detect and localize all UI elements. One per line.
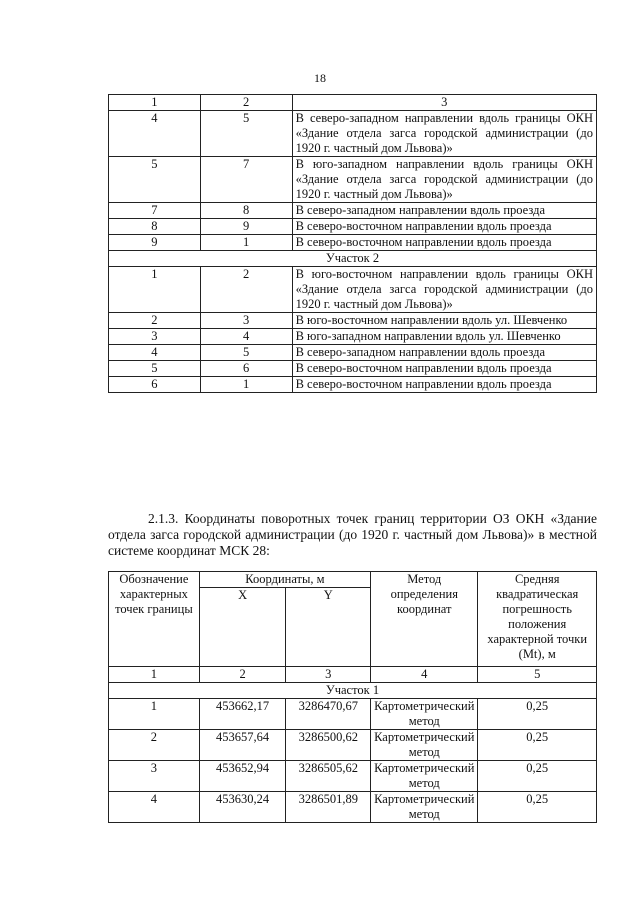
error-cell: 0,25 — [478, 792, 597, 823]
direction-cell: В юго-восточном направлении вдоль ул. Шевченко — [292, 313, 596, 329]
error-cell: 0,25 — [478, 699, 597, 730]
coordinates-table — [108, 571, 597, 823]
point-from-cell: 9 — [109, 235, 201, 251]
table-row — [109, 377, 597, 393]
error-cell: 0,25 — [478, 761, 597, 792]
error-cell: 0,25 — [478, 730, 597, 761]
method-cell: Картометрический метод — [371, 699, 478, 730]
point-from-cell: 3 — [109, 329, 201, 345]
point-from-cell: 5 — [109, 157, 201, 203]
table-row — [109, 111, 597, 157]
direction-cell: В северо-западном направлении вдоль проезда — [292, 203, 596, 219]
header-x: X — [199, 588, 286, 667]
table-row — [109, 329, 597, 345]
point-from-cell: 4 — [109, 111, 201, 157]
boundary-description-table-body — [109, 95, 597, 393]
boundary-description-table — [108, 94, 597, 393]
point-to-cell: 7 — [200, 157, 292, 203]
section-label: Участок 2 — [109, 251, 597, 267]
column-number: 4 — [371, 667, 478, 683]
section-row — [109, 683, 597, 699]
point-to-cell: 4 — [200, 329, 292, 345]
y-cell: 3286501,89 — [286, 792, 371, 823]
direction-cell: В северо-западном направлении вдоль проезда — [292, 345, 596, 361]
table-row — [109, 235, 597, 251]
direction-cell: В юго-восточном направлении вдоль границы ОКН «Здание отдела загса городской администрации (до 1920 г. частный дом Львова)» — [292, 267, 596, 313]
direction-cell: В северо-восточном направлении вдоль проезда — [292, 361, 596, 377]
y-cell: 3286500,62 — [286, 730, 371, 761]
y-cell: 3286505,62 — [286, 761, 371, 792]
point-from-cell: 4 — [109, 345, 201, 361]
header-cell: 3 — [292, 95, 596, 111]
point-to-cell: 3 — [200, 313, 292, 329]
table-row — [109, 792, 597, 823]
method-cell: Картометрический метод — [371, 792, 478, 823]
table-row — [109, 203, 597, 219]
section-row — [109, 251, 597, 267]
point-to-cell: 6 — [200, 361, 292, 377]
header-method: Метод определения координат — [371, 572, 478, 667]
point-cell: 3 — [109, 761, 200, 792]
column-number: 1 — [109, 667, 200, 683]
direction-cell: В северо-западном направлении вдоль границы ОКН «Здание отдела загса городской администрации (до 1920 г. частный дом Львова)» — [292, 111, 596, 157]
header-y: Y — [286, 588, 371, 667]
header-point: Обозначение характерных точек границы — [109, 572, 200, 667]
point-cell: 1 — [109, 699, 200, 730]
table-row — [109, 361, 597, 377]
y-cell: 3286470,67 — [286, 699, 371, 730]
point-to-cell: 5 — [200, 345, 292, 361]
direction-cell: В юго-западном направлении вдоль ул. Шевченко — [292, 329, 596, 345]
point-cell: 4 — [109, 792, 200, 823]
section-paragraph: 2.1.3. Координаты поворотных точек границ территории ОЗ ОКН «Здание отдела загса городской администрации (до 1920 г. частный дом Львова)» в местной системе координат МСК 28: — [108, 511, 597, 558]
column-number: 5 — [478, 667, 597, 683]
x-cell: 453657,64 — [199, 730, 286, 761]
header-error: Средняя квадратическая погрешность положения характерной точки (Mt), м — [478, 572, 597, 667]
table-row — [109, 157, 597, 203]
point-from-cell: 6 — [109, 377, 201, 393]
direction-cell: В северо-восточном направлении вдоль проезда — [292, 219, 596, 235]
column-number: 3 — [286, 667, 371, 683]
x-cell: 453652,94 — [199, 761, 286, 792]
direction-cell: В северо-восточном направлении вдоль проезда — [292, 235, 596, 251]
x-cell: 453630,24 — [199, 792, 286, 823]
point-from-cell: 5 — [109, 361, 201, 377]
header-coordinates: Координаты, м — [199, 572, 370, 588]
point-to-cell: 1 — [200, 235, 292, 251]
point-to-cell: 5 — [200, 111, 292, 157]
point-from-cell: 7 — [109, 203, 201, 219]
point-to-cell: 1 — [200, 377, 292, 393]
point-to-cell: 9 — [200, 219, 292, 235]
point-from-cell: 8 — [109, 219, 201, 235]
point-to-cell: 2 — [200, 267, 292, 313]
point-to-cell: 8 — [200, 203, 292, 219]
table-row — [109, 699, 597, 730]
method-cell: Картометрический метод — [371, 761, 478, 792]
coordinates-table-body — [109, 683, 597, 823]
table-row — [109, 730, 597, 761]
x-cell: 453662,17 — [199, 699, 286, 730]
point-cell: 2 — [109, 730, 200, 761]
header-cell: 2 — [200, 95, 292, 111]
header-cell: 1 — [109, 95, 201, 111]
direction-cell: В северо-восточном направлении вдоль проезда — [292, 377, 596, 393]
page-number: 18 — [314, 71, 326, 85]
table-header-row — [109, 95, 597, 111]
table-row — [109, 267, 597, 313]
point-from-cell: 1 — [109, 267, 201, 313]
method-cell: Картометрический метод — [371, 730, 478, 761]
column-numbers-row — [109, 667, 597, 683]
coordinates-table-header — [109, 572, 597, 683]
table-row — [109, 313, 597, 329]
direction-cell: В юго-западном направлении вдоль границы ОКН «Здание отдела загса городской администрации (до 1920 г. частный дом Львова)» — [292, 157, 596, 203]
table-row — [109, 345, 597, 361]
table-row — [109, 761, 597, 792]
section-label: Участок 1 — [109, 683, 597, 699]
table-row — [109, 219, 597, 235]
point-from-cell: 2 — [109, 313, 201, 329]
column-number: 2 — [199, 667, 286, 683]
